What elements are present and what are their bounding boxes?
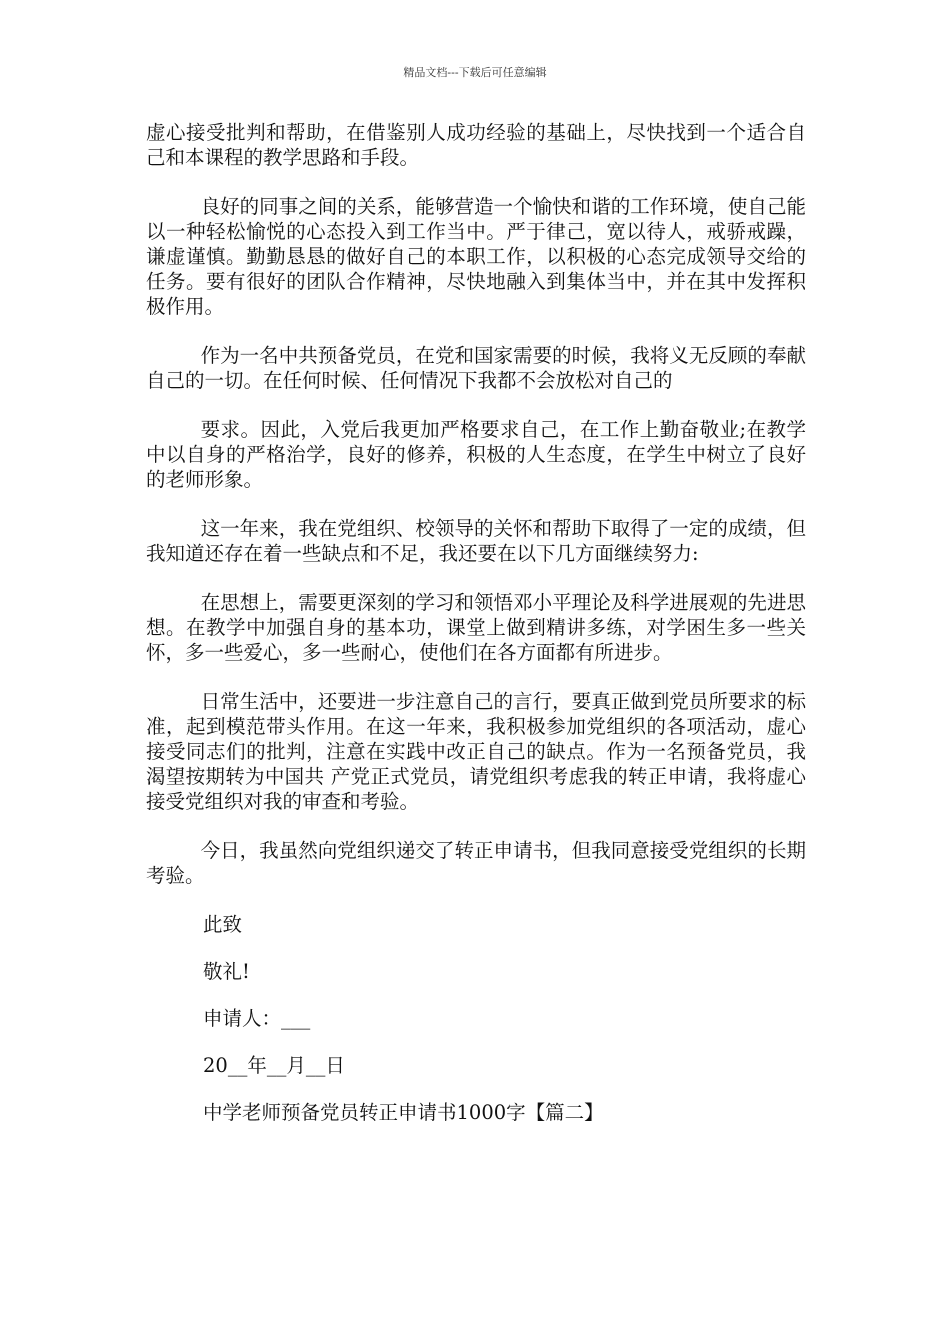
page-header: 精品文档---下载后可任意编辑 [403, 66, 547, 79]
paragraph-7: 日常生活中，还要进一步注意自己的言行，要真正做到党员所要求的标准，起到模范带头作用。在这一年来，我积极参加党组织的各项活动，虚心接受同志们的批判，注意在实践中改正自己的缺点。作为一名预备党员，我渴望按期转为中国共 产党正式党员，请党组织考虑我的转正申请，我将虚心接受党组织对我的审查和考验。 [146, 690, 806, 813]
date-line: 20__年__月__日 [203, 1054, 345, 1077]
paragraph-4: 要求。因此，入党后我更加严格要求自己，在工作上勤奋敬业;在教学中以自身的严格治学，良好的修养，积极的人生态度，在学生中树立了良好的老师形象。 [146, 418, 806, 491]
paragraph-6: 在思想上，需要更深刻的学习和领悟邓小平理论及科学进展观的先进思想。在教学中加强自身的基本功，课堂上做到精讲多练，对学困生多一些关怀，多一些爱心，多一些耐心，使他们在各方面都有所进步。 [146, 591, 806, 664]
paragraph-5: 这一年来，我在党组织、校领导的关怀和帮助下取得了一定的成绩，但我知道还存在着一些缺点和不足，我还要在以下几方面继续努力: [146, 517, 806, 565]
salutation: 此致 [203, 913, 243, 936]
applicant-line: 申请人：___ [203, 1007, 311, 1030]
document-body [146, 120, 806, 1147]
paragraph-3: 作为一名中共预备党员，在党和国家需要的时候，我将义无反顾的奉献自己的一切。在任何时候、任何情况下我都不会放松对自己的 [146, 344, 806, 392]
paragraph-8: 今日，我虽然向党组织递交了转正申请书，但我同意接受党组织的长期考验。 [146, 839, 806, 887]
paragraph-1: 虚心接受批判和帮助，在借鉴别人成功经验的基础上，尽快找到一个适合自己和本课程的教学思路和手段。 [146, 121, 806, 169]
next-section-title: 中学老师预备党员转正申请书1000字【篇二】 [203, 1101, 604, 1124]
respect-line: 敬礼! [203, 960, 250, 983]
paragraph-2: 良好的同事之间的关系，能够营造一个愉快和谐的工作环境，使自己能以一种轻松愉悦的心态投入到工作当中。严于律己，宽以待人，戒骄戒躁，谦虚谨慎。勤勤恳恳的做好自己的本职工作，以积极的心态完成领导交给的任务。要有很好的团队合作精神，尽快地融入到集体当中，并在其中发挥积极作用。 [146, 195, 806, 318]
